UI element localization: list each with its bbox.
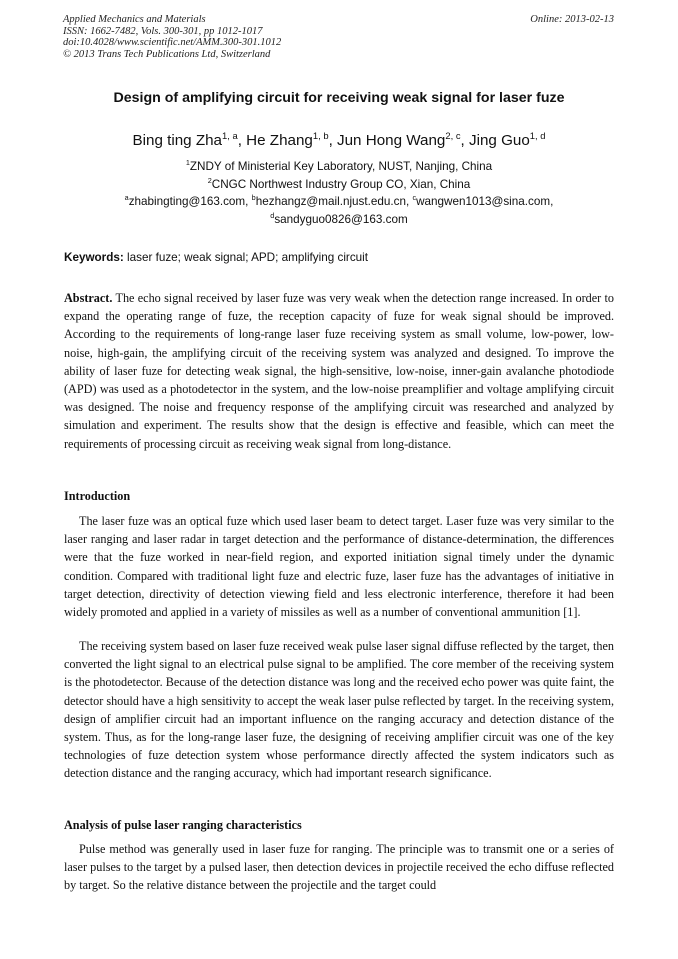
keywords-label: Keywords: xyxy=(64,251,124,264)
affiliation-mark: 1 xyxy=(185,158,190,168)
affiliation-line xyxy=(40,176,638,194)
abstract-label: Abstract. xyxy=(64,291,113,305)
author-name: He Zhang xyxy=(246,132,313,149)
keywords xyxy=(64,251,614,264)
keywords-text: laser fuze; weak signal; APD; amplifying circuit xyxy=(123,251,369,264)
author-list xyxy=(40,129,638,149)
body-paragraph: Pulse method was generally used in laser fuze for ranging. The principle was to transmit one or a series of laser pulses to the target by a pulsed laser, then detection devices in projectile received the echo diffuse reflected by target. So the relative distance between the projectile and the target could xyxy=(64,842,614,893)
journal-header xyxy=(63,14,614,60)
email-text: wangwen1013@sina.com, xyxy=(416,195,554,208)
email-text: hezhangz@mail.njust.edu.cn, xyxy=(255,195,413,208)
email-mark: b xyxy=(251,193,256,203)
copyright-line: © 2013 Trans Tech Publications Ltd, Switzerland xyxy=(63,48,271,60)
author-affiliation-mark: 1, d xyxy=(529,129,546,141)
email-text: sandyguo0826@163.com xyxy=(274,212,408,226)
email-line xyxy=(40,193,638,211)
author-affiliation-mark: 1, b xyxy=(312,129,329,141)
author-separator: , xyxy=(460,132,469,149)
online-date: Online: 2013-02-13 xyxy=(530,14,614,25)
author-name: Jing Guo xyxy=(469,132,530,149)
email-mark: c xyxy=(412,193,417,203)
email-line xyxy=(40,211,638,229)
issn-line: ISSN: 1662-7482, Vols. 300-301, pp 1012-1017 xyxy=(63,25,263,37)
email-mark: a xyxy=(124,193,129,203)
author-name: Jun Hong Wang xyxy=(337,132,446,149)
paper-title: Design of amplifying circuit for receiving weak signal for laser fuze xyxy=(113,90,565,106)
author-name: Bing ting Zha xyxy=(132,132,222,149)
author-separator: , xyxy=(328,132,338,149)
author-affiliation-mark: 2, c xyxy=(445,129,461,141)
body-paragraph: The receiving system based on laser fuze received weak pulse laser signal diffuse reflected by the target, then converted the light signal to an electrical pulse signal to be amplified. The core member of the receiving system is the photodetector. Because of the detection distance was long and the received echo power was quite faint, the detector should have a high sensitivity to accept the weak laser pulse reflected by target. In the receiving system, design of amplifier circuit had an important influence on the ranging accuracy and detection distance of the system. Thus, as for the long-range laser fuze, the designing of receiving amplifier circuit was one of the key technologies of fuze detection system whose performance directly affected the system indicators such as detection distance and the ranging accuracy, which had important research significance. xyxy=(64,639,614,781)
body-paragraph: The laser fuze was an optical fuze which used laser beam to detect target. Laser fuze was very similar to the laser ranging and laser radar in target detection and the performance of distance-determination, the differences were that the fuze worked in near-field region, and exported initiation signal timely under the dynamic condition. Compared with traditional light fuze and electric fuze, laser fuze has the advantages of initiative in target detection, directivity of detection viewing field and less electronic interference, therefore it had been widely promoted and applied in a variety of missiles as well as a number of conventional ammunition [1]. xyxy=(64,514,614,620)
abstract-paragraph xyxy=(64,289,614,453)
email-text: zhabingting@163.com, xyxy=(128,195,252,208)
section-heading-introduction: Introduction xyxy=(64,489,131,503)
section-heading-analysis: Analysis of pulse laser ranging characteristics xyxy=(64,818,302,832)
affiliation-text: ZNDY of Ministerial Key Laboratory, NUST, Nanjing, China xyxy=(189,160,493,173)
journal-name: Applied Mechanics and Materials xyxy=(63,14,206,25)
affiliation-text: CNGC Northwest Industry Group CO, Xian, China xyxy=(211,177,471,191)
doi-line: doi:10.4028/www.scientific.net/AMM.300-301.1012 xyxy=(63,37,282,48)
email-mark: d xyxy=(270,210,275,220)
author-separator: , xyxy=(237,132,247,149)
affiliation-mark: 2 xyxy=(207,175,212,185)
abstract-text: The echo signal received by laser fuze was very weak when the detection range increased. In order to expand the operating range of fuze, the reception capacity of fuze for weak signal should be improved. According to the requirements of long-range laser fuze receiving system as small volume, low-power, low-noise, high-gain, the amplifying circuit of the receiving system was analyzed and designed. To improve the ability of laser fuze for detecting weak signal, the high-sensitive, low-noise, inner-gain avalanche photodiode (APD) was used as a photodetector in the system, and the low-noise preamplifier and voltage amplifying circuit was designed. The noise and frequency response of the amplifying circuit was researched and analyzed by simulation and experiment. The results show that the design is effective and feasible, which can meet the requirements of processing circuit as receiving weak signal from long-distance. xyxy=(64,291,614,451)
affiliation-line xyxy=(40,158,638,176)
author-affiliation-mark: 1, a xyxy=(222,129,238,141)
affiliation-block xyxy=(40,158,638,228)
